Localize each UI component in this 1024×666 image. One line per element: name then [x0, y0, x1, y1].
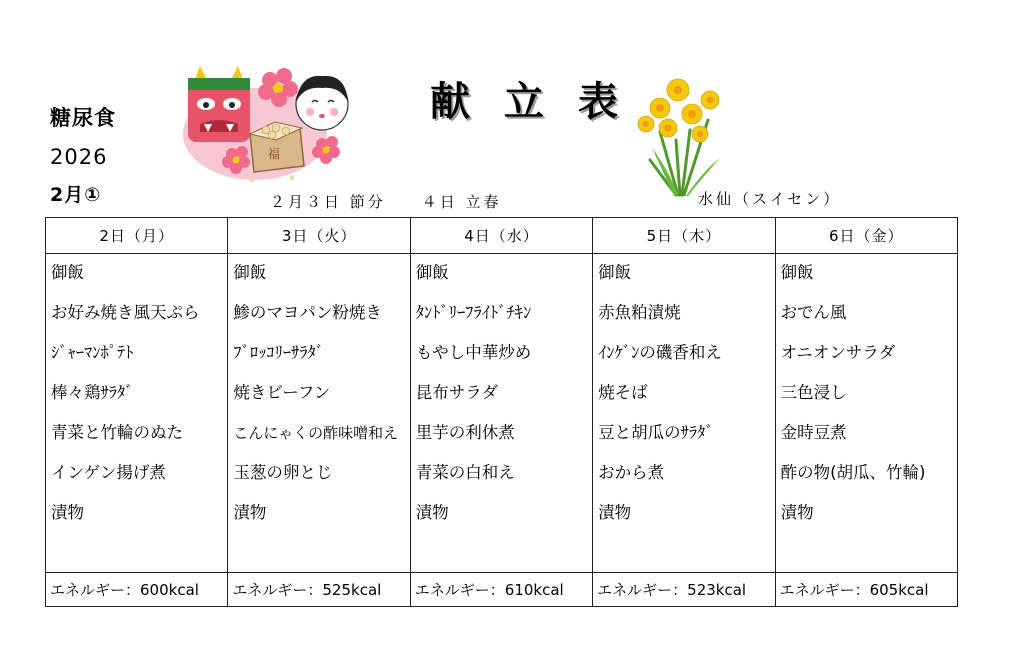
menu-item: ﾀﾝﾄﾞﾘｰﾌﾗｲﾄﾞﾁｷﾝ [415, 303, 532, 322]
event-note: ２月３日 節分 ４日 立春 [270, 193, 502, 211]
menu-item: おでん風 [780, 303, 847, 322]
menu-item: 漬物 [415, 503, 449, 522]
menu-items-row [46, 254, 958, 573]
menu-item: 豆と胡瓜のｻﾗﾀﾞ [598, 423, 714, 442]
menu-item: 御飯 [780, 263, 814, 282]
energy-value: エネルギー：605kcal [775, 573, 957, 607]
day-menu-cell [46, 254, 228, 573]
menu-item: こんにゃくの酢味噌和え [233, 424, 399, 442]
energy-row [46, 573, 958, 607]
menu-item: 昆布サラダ [415, 383, 499, 402]
menu-item: 漬物 [233, 503, 267, 522]
day-menu-cell [775, 254, 957, 573]
day-header: 2日（月） [46, 218, 228, 254]
menu-item: オニオンサラダ [780, 343, 896, 362]
setsubun-oni-okame-illustration [180, 62, 360, 187]
svg-text:福: 福 [268, 147, 281, 161]
menu-item: 酢の物(胡瓜、竹輪) [780, 463, 926, 482]
flower-caption: 水仙（スイセン） [698, 190, 842, 208]
page-title: 献 立 表 [430, 79, 628, 125]
diet-type-label: 糖尿食 [50, 106, 116, 130]
menu-item: 焼きビーフン [233, 383, 331, 402]
menu-item: ﾌﾞﾛｯｺﾘｰｻﾗﾀﾞ [233, 343, 325, 362]
energy-value: エネルギー：523kcal [593, 573, 775, 607]
menu-item: 里芋の利休煮 [415, 423, 515, 442]
menu-item: 鯵のマヨパン粉焼き [233, 303, 382, 322]
daffodil-illustration [630, 70, 735, 198]
menu-item: 焼そば [598, 383, 648, 402]
week-label: 2月① [50, 184, 102, 206]
menu-item: ｼﾞｬｰﾏﾝﾎﾟﾃﾄ [51, 343, 134, 362]
day-header: 5日（木） [593, 218, 775, 254]
menu-item: もやし中華炒め [415, 343, 532, 362]
menu-item: ｲﾝｹﾞﾝの磯香和え [598, 343, 722, 362]
menu-item: 御飯 [598, 263, 632, 282]
menu-item: 御飯 [233, 263, 267, 282]
menu-item: 青菜の白和え [415, 463, 515, 482]
menu-item: インゲン揚げ煮 [51, 463, 166, 482]
menu-item: 玉葱の卵とじ [233, 463, 333, 482]
menu-item: 赤魚粕漬焼 [598, 303, 681, 322]
menu-item: 漬物 [598, 503, 632, 522]
day-menu-cell [228, 254, 410, 573]
day-header: 6日（金） [775, 218, 957, 254]
menu-table [45, 217, 958, 607]
menu-item: 御飯 [415, 263, 449, 282]
year-label: 2026 [50, 145, 108, 169]
menu-item: 漬物 [51, 503, 84, 522]
energy-value: エネルギー：610kcal [410, 573, 592, 607]
day-menu-cell [410, 254, 592, 573]
menu-item: 青菜と竹輪のぬた [51, 423, 183, 442]
menu-item: 御飯 [51, 263, 84, 282]
energy-value: エネルギー：525kcal [228, 573, 410, 607]
day-header: 3日（火） [228, 218, 410, 254]
menu-item: 金時豆煮 [780, 423, 847, 442]
menu-item: 棒々鶏ｻﾗﾀﾞ [51, 383, 134, 402]
day-menu-cell [593, 254, 775, 573]
menu-item: おから煮 [598, 463, 665, 482]
energy-value: エネルギー：600kcal [46, 573, 228, 607]
menu-item: お好み焼き風天ぷら [51, 303, 200, 322]
day-header: 4日（水） [410, 218, 592, 254]
menu-item: 漬物 [780, 503, 814, 522]
menu-item: 三色浸し [780, 383, 847, 402]
day-header-row [46, 218, 958, 254]
